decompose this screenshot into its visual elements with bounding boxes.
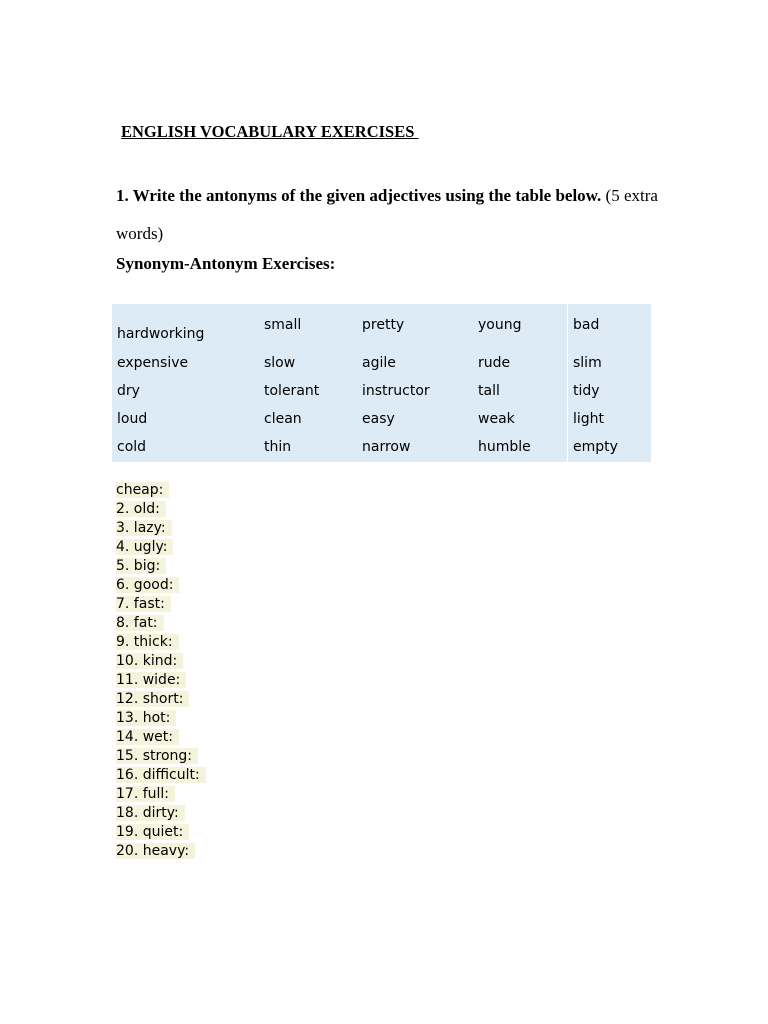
table-cell: slim [573,355,602,371]
table-cell: instructor [362,383,430,399]
answer-label: 9. thick: [116,634,179,650]
answer-item [116,500,206,519]
answer-label: 15. strong: [116,748,198,764]
answer-item [116,766,206,785]
answer-item [116,481,206,500]
answer-item [116,728,206,747]
table-cell: narrow [362,439,411,455]
table-cell: cold [117,439,147,455]
answer-item [116,747,206,766]
table-cell: thin [264,439,292,455]
table-cell: tall [478,383,500,399]
table-cell: easy [362,411,395,427]
table-cell: tolerant [264,383,320,399]
answer-item [116,690,206,709]
exercise-instruction [116,177,676,253]
instruction-bold-text: 1. Write the antonyms of the given adjectives using the table below. [116,186,602,205]
answer-item [116,823,206,842]
table-cell: humble [478,439,531,455]
answer-label: 19. quiet: [116,824,189,840]
table-cell: hardworking [117,326,205,342]
answer-label: 12. short: [116,691,189,707]
answer-label: cheap: [116,482,169,498]
answer-item [116,519,206,538]
table-cell: dry [117,383,140,399]
table-cell: young [478,317,522,333]
table-cell: clean [264,411,302,427]
table-cell: bad [573,317,600,333]
answer-item [116,785,206,804]
answer-item [116,709,206,728]
answer-item [116,614,206,633]
table-column-divider [567,304,568,462]
answer-label: 3. lazy: [116,520,172,536]
answer-label: 7. fast: [116,596,171,612]
word-table [112,304,651,462]
table-cell: loud [117,411,148,427]
answer-item [116,842,206,861]
answer-item [116,652,206,671]
answer-label: 2. old: [116,501,166,517]
answer-label: 16. difficult: [116,767,206,783]
answer-label: 8. fat: [116,615,164,631]
answer-label: 11. wide: [116,672,186,688]
answer-label: 13. hot: [116,710,176,726]
section-subheading: Synonym-Antonym Exercises: [116,254,336,273]
page-title: ENGLISH VOCABULARY EXERCISES [121,122,419,141]
answer-item [116,595,206,614]
answer-label: 4. ugly: [116,539,173,555]
answer-item [116,804,206,823]
answer-label: 18. dirty: [116,805,185,821]
table-cell: light [573,411,605,427]
table-cell: weak [478,411,515,427]
answer-item [116,557,206,576]
answer-label: 10. kind: [116,653,183,669]
answer-item [116,538,206,557]
table-cell: small [264,317,302,333]
answer-label: 20. heavy: [116,843,195,859]
instruction-note: (5 extra words) [116,186,658,243]
table-cell: rude [478,355,511,371]
answer-item [116,576,206,595]
table-cell: pretty [362,317,405,333]
answer-item [116,671,206,690]
table-cell: empty [573,439,618,455]
table-cell: tidy [573,383,600,399]
table-cell: slow [264,355,296,371]
answer-list [116,481,206,861]
answer-label: 6. good: [116,577,179,593]
table-cell: agile [362,355,396,371]
answer-label: 5. big: [116,558,166,574]
answer-label: 14. wet: [116,729,179,745]
answer-label: 17. full: [116,786,175,802]
table-cell: expensive [117,355,189,371]
answer-item [116,633,206,652]
